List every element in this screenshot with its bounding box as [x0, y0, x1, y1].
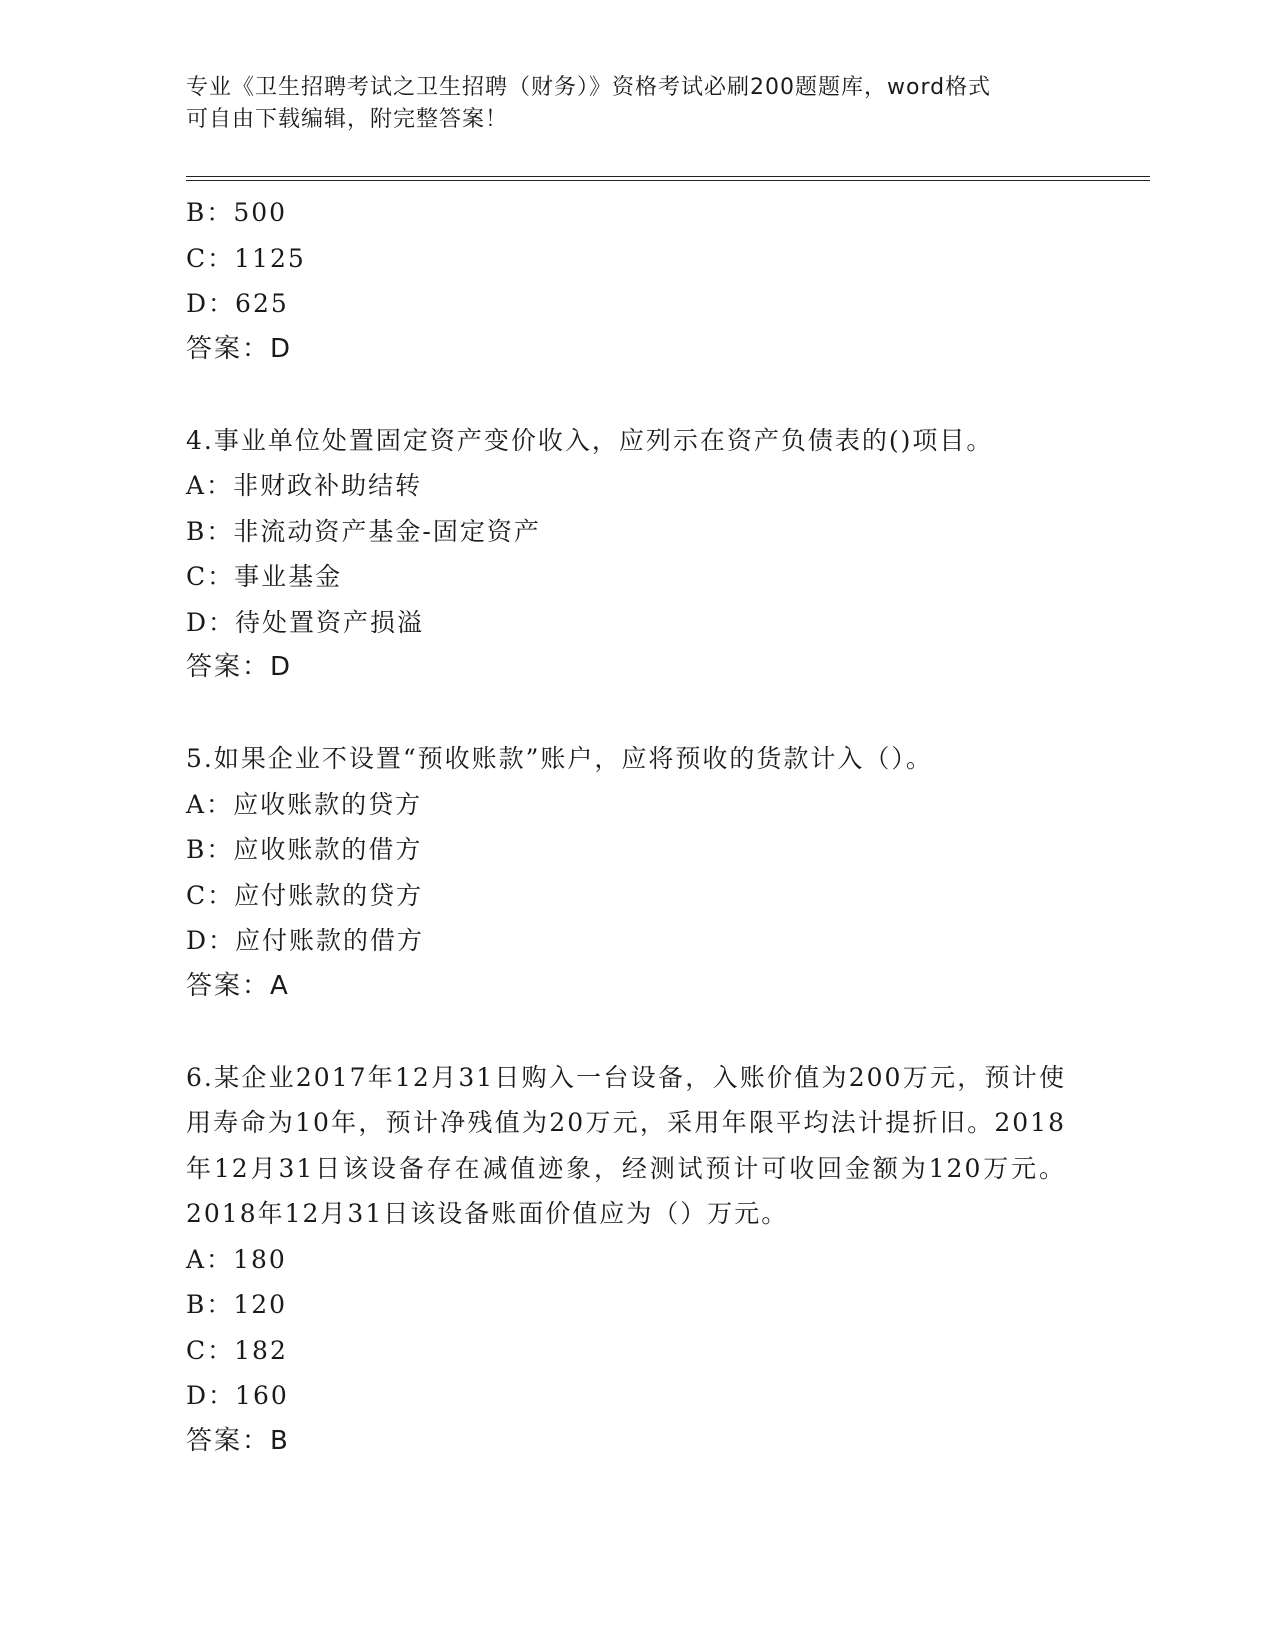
spacer: [186, 691, 1066, 737]
option-text: 应收账款的借方: [233, 835, 423, 864]
option-key: B：: [186, 1290, 234, 1319]
header-divider: [186, 176, 1150, 181]
option-a: [186, 463, 1066, 509]
option-text: 180: [233, 1244, 287, 1274]
option-text: 500: [233, 198, 288, 227]
option-text: 应付账款的贷方: [234, 880, 424, 910]
option-text: 182: [234, 1335, 288, 1365]
question-4: [186, 418, 1066, 691]
question-stem: 6.某企业2017年12月31日购入一台设备，入账价值为200万元，预计使用寿命为10年，预计净残值为20万元，采用年限平均法计提折旧。2018年12月31日该设备存在减值迹象，经测试预计可收回金额为120万元。2018年12月31日该设备账面价值应为（）万元。: [186, 1062, 1066, 1228]
option-text: 待处置资产损溢: [235, 607, 425, 637]
question-stem: 4.事业单位处置固定资产变价收入，应列示在资产负债表的()项目。: [186, 425, 994, 455]
option-a: [186, 1237, 1066, 1283]
option-c: [186, 1328, 1066, 1374]
question-5: [186, 736, 1066, 1009]
option-text: 1125: [234, 243, 306, 273]
option-text: 非财政补助结转: [233, 471, 423, 500]
answer-line: 答案：A: [186, 970, 290, 1001]
option-c: [186, 236, 1066, 282]
option-text: 事业基金: [234, 562, 343, 591]
option-key: D：: [186, 289, 236, 318]
question-stem: 5.如果企业不设置“预收账款”账户，应将预收的货款计入（）。: [186, 744, 933, 773]
answer-line: 答案：D: [186, 333, 293, 364]
option-c: [186, 554, 1066, 600]
question-3-options: [186, 190, 1066, 327]
option-c: [186, 873, 1066, 919]
option-d: [186, 281, 1066, 327]
option-text: 非流动资产基金-固定资产: [233, 516, 541, 546]
option-key: A：: [186, 471, 234, 500]
option-key: C：: [186, 880, 235, 910]
answer-line: 答案：B: [186, 1425, 290, 1456]
option-b: [186, 190, 1066, 236]
spacer: [186, 372, 1066, 418]
option-text: 应收账款的贷方: [233, 789, 423, 819]
option-key: B：: [186, 198, 234, 227]
option-b: [186, 1282, 1066, 1328]
option-b: [186, 509, 1066, 555]
option-key: C：: [186, 562, 235, 591]
option-key: D：: [186, 1381, 236, 1410]
option-key: B：: [186, 516, 234, 546]
option-text: 625: [235, 289, 289, 318]
option-key: D：: [186, 926, 236, 955]
spacer: [186, 1009, 1066, 1055]
option-d: [186, 1373, 1066, 1419]
question-6: [186, 1055, 1066, 1465]
document-header: [186, 72, 1066, 136]
option-text: 应付账款的借方: [235, 926, 425, 955]
option-b: [186, 827, 1066, 873]
option-key: C：: [186, 243, 235, 273]
option-key: D：: [186, 607, 236, 637]
option-key: A：: [186, 1244, 234, 1274]
option-d: [186, 600, 1066, 646]
option-key: A：: [186, 789, 234, 819]
option-text: 120: [233, 1290, 288, 1319]
option-key: C：: [186, 1335, 235, 1365]
option-a: [186, 782, 1066, 828]
answer-line: 答案：D: [186, 652, 293, 682]
header-title-line-1: 专业《卫生招聘考试之卫生招聘（财务）》资格考试必刷200题题库，word格式: [186, 75, 992, 100]
option-key: B：: [186, 835, 234, 864]
header-title-line-2: 可自由下载编辑，附完整答案！: [186, 107, 509, 132]
option-text: 160: [235, 1381, 289, 1410]
question-content: [186, 190, 1066, 1464]
option-d: [186, 918, 1066, 964]
